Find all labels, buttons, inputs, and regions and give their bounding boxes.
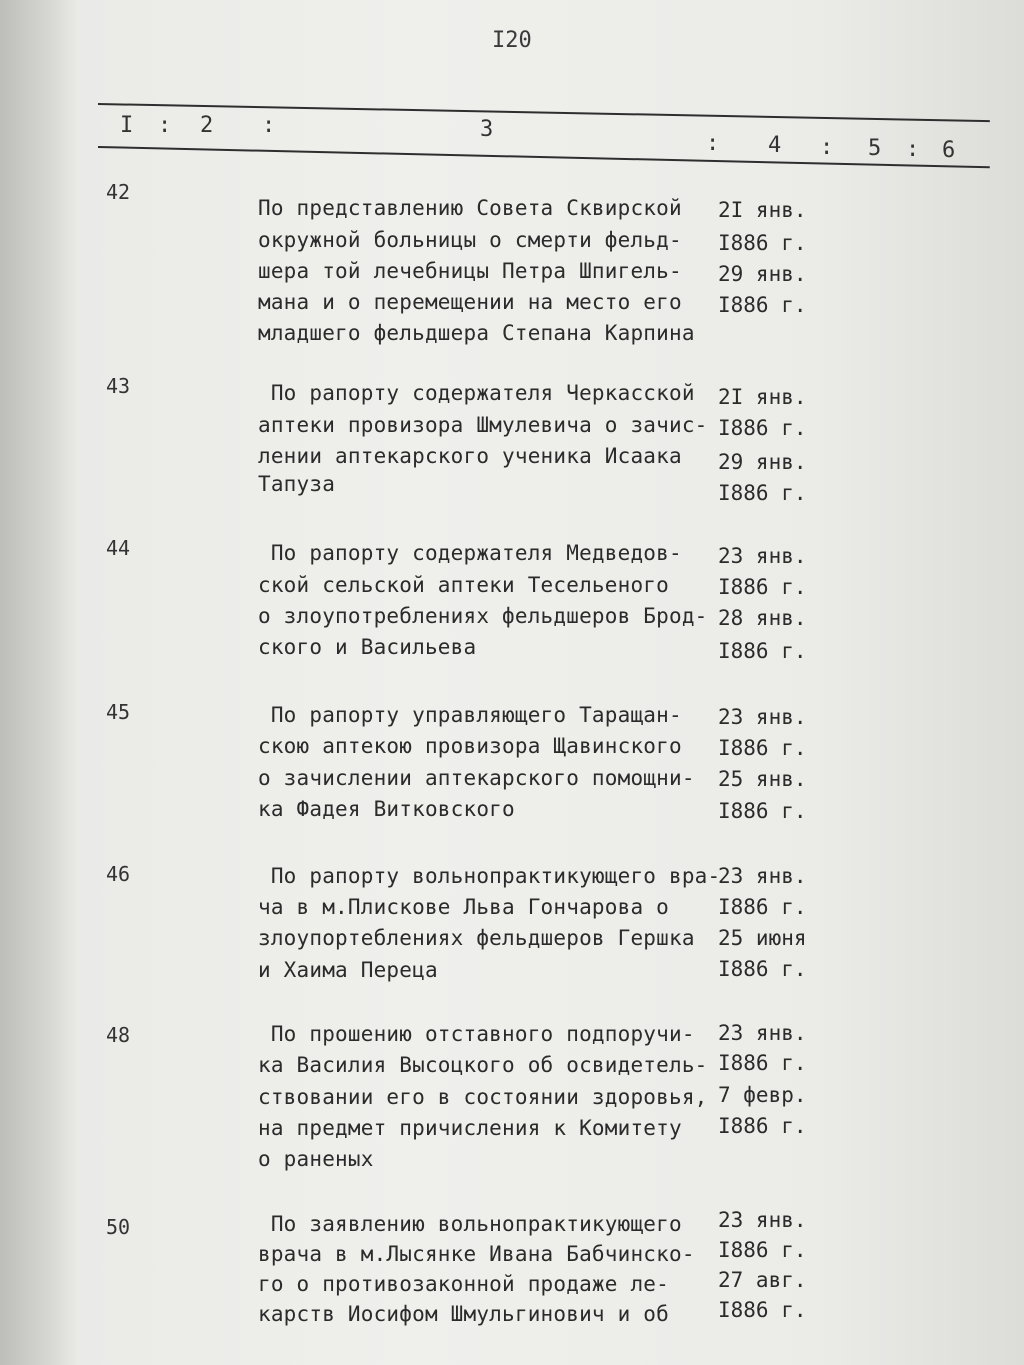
entry-text-line: окружной больницы о смерти фельд- xyxy=(258,228,682,252)
header-bottom-rule xyxy=(98,146,990,168)
header-col-5: 5 xyxy=(868,136,882,161)
entry-text-line: врача в м.Лысянке Ивана Бабчинско- xyxy=(258,1242,695,1266)
entry-text-line: карств Иосифом Шмульгинович и об xyxy=(258,1302,669,1326)
entry-text-line: о зачислении аптекарского помощни- xyxy=(258,766,695,790)
entry-date: I886 г. xyxy=(718,575,807,599)
entry-number: 46 xyxy=(106,862,131,886)
entry-date: I886 г. xyxy=(718,957,807,981)
entry-date: I886 г. xyxy=(718,1298,807,1322)
entry-text-line: о раненых xyxy=(258,1147,374,1171)
entry-date: I886 г. xyxy=(718,639,807,663)
entry-date: 29 янв. xyxy=(718,262,807,286)
entry-date: 23 янв. xyxy=(718,864,807,888)
entry-text-line: злоупортеблениях фельдшеров Гершка xyxy=(258,926,695,950)
entry-text-line: го о противозаконной продаже ле- xyxy=(258,1272,669,1296)
entry-text-line: и Хаима Переца xyxy=(258,958,438,982)
header-sep-5: : xyxy=(906,137,920,162)
entry-text-line: По рапорту содержателя Черкасской xyxy=(258,381,695,405)
entry-date: I886 г. xyxy=(718,895,807,919)
header-sep-2: : xyxy=(262,113,276,138)
entry-date: 27 авг. xyxy=(718,1268,807,1292)
entry-date: 29 янв. xyxy=(718,450,807,474)
entry-text-line: младшего фельдшера Степана Карпина xyxy=(258,321,695,345)
entry-date: 25 июня xyxy=(718,926,807,950)
entry-text-line: По прошению отставного подпоручи- xyxy=(258,1022,695,1046)
entry-text-line: шера той лечебницы Петра Шпигель- xyxy=(258,259,682,283)
entry-date: 2I янв. xyxy=(718,385,807,409)
entry-date: I886 г. xyxy=(718,1114,807,1138)
entry-text-line: По рапорту вольнопрактикующего вра- xyxy=(258,864,721,888)
entry-text-line: скою аптекою провизора Щавинского xyxy=(258,734,682,758)
entry-date: 7 февр. xyxy=(718,1083,807,1107)
entry-date: 25 янв. xyxy=(718,767,807,791)
header-col-2: 2 xyxy=(200,113,214,138)
entry-date: 23 янв. xyxy=(718,544,807,568)
entry-date: I886 г. xyxy=(718,1238,807,1262)
header-col-4: 4 xyxy=(768,133,782,158)
header-col-1: I xyxy=(120,113,134,138)
entry-text-line: ствовании его в состоянии здоровья, xyxy=(258,1085,708,1109)
entry-text-line: По рапорту управляющего Таращан- xyxy=(258,703,682,727)
entry-date: I886 г. xyxy=(718,481,807,505)
entry-text-line: лении аптекарского ученика Исаака xyxy=(258,444,682,468)
entry-text-line: ка Фадея Витковского xyxy=(258,797,515,821)
binding-gutter xyxy=(0,0,78,1365)
header-col-6: 6 xyxy=(942,138,956,163)
entry-date: 28 янв. xyxy=(718,606,807,630)
entry-date: I886 г. xyxy=(718,736,807,760)
entry-text-line: ча в м.Плискове Льва Гончарова о xyxy=(258,895,669,919)
entry-date: I886 г. xyxy=(718,416,807,440)
entry-text-line: о злоупотреблениях фельдшеров Брод- xyxy=(258,604,708,628)
entry-number: 45 xyxy=(106,700,131,724)
header-col-3: 3 xyxy=(480,117,494,142)
entry-text-line: По представлению Совета Сквирской xyxy=(258,196,682,220)
entry-number: 42 xyxy=(106,180,131,204)
entry-date: I886 г. xyxy=(718,799,807,823)
entry-text-line: По рапорту содержателя Медведов- xyxy=(258,541,682,565)
entry-text-line: на предмет причисления к Комитету xyxy=(258,1116,682,1140)
header-sep-1: : xyxy=(158,113,172,138)
entry-number: 50 xyxy=(106,1215,131,1239)
entry-date: 23 янв. xyxy=(718,1021,807,1045)
entry-date: 23 янв. xyxy=(718,1208,807,1232)
entry-date: I886 г. xyxy=(718,293,807,317)
entry-date: I886 г. xyxy=(718,231,807,255)
entry-date: I886 г. xyxy=(718,1051,807,1075)
entry-text-line: Тапуза xyxy=(258,472,336,496)
header-sep-4: : xyxy=(820,135,834,160)
entry-date: 23 янв. xyxy=(718,705,807,729)
entry-number: 48 xyxy=(106,1023,131,1047)
entry-text-line: ского и Васильева xyxy=(258,635,477,659)
entry-number: 44 xyxy=(106,536,131,560)
entry-text-line: ской сельской аптеки Тесельеного xyxy=(258,573,669,597)
entry-text-line: мана и о перемещении на место его xyxy=(258,290,682,314)
entry-text-line: По заявлению вольнопрактикующего xyxy=(258,1212,682,1236)
entry-date: 2I янв. xyxy=(718,198,807,222)
header-sep-3: : xyxy=(706,131,720,156)
page-number: I20 xyxy=(492,28,532,53)
header-top-rule xyxy=(98,103,990,122)
entry-number: 43 xyxy=(106,374,131,398)
entry-text-line: аптеки провизора Шмулевича о зачис- xyxy=(258,413,708,437)
entry-text-line: ка Василия Высоцкого об освидетель- xyxy=(258,1053,708,1077)
